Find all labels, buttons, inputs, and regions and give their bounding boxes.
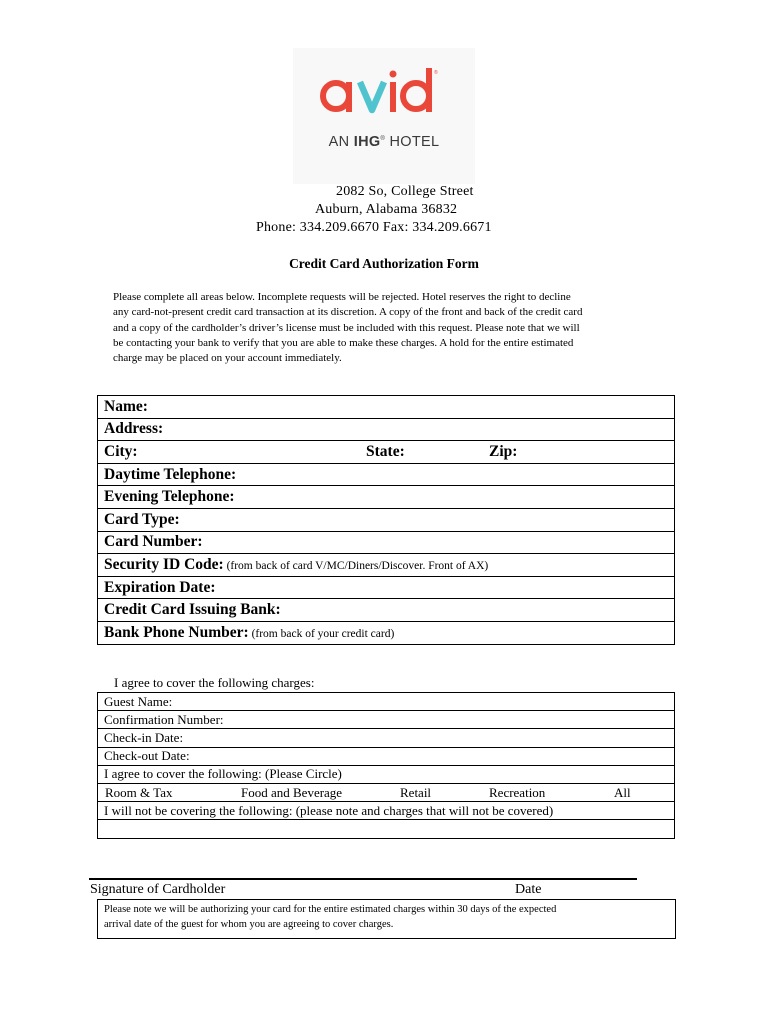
evening-telephone-field[interactable]: Evening Telephone:: [98, 486, 675, 509]
logo-subtitle: AN IHG® HOTEL: [328, 134, 440, 150]
option-recreation[interactable]: Recreation: [489, 784, 546, 800]
option-retail[interactable]: Retail: [400, 784, 432, 800]
intro-line: and a copy of the cardholder’s driver’s license must be included with this request. Please note that we will: [113, 321, 580, 334]
authorization-notice: [97, 899, 676, 939]
not-covering-blank-row[interactable]: [98, 820, 675, 838]
expiration-date-field[interactable]: Expiration Date:: [98, 576, 675, 599]
intro-paragraph: [113, 290, 658, 366]
check-out-date-field[interactable]: Check-out Date:: [98, 747, 675, 765]
charge-options-row: [98, 783, 675, 801]
intro-line: be contacting your bank to verify that you are able to make these charges. A hold for the entire estimated: [113, 336, 574, 349]
confirmation-number-field[interactable]: Confirmation Number:: [98, 711, 675, 729]
zip-label: Zip:: [489, 442, 518, 460]
option-room-tax[interactable]: Room & Tax: [105, 784, 173, 800]
signature-label: Signature of Cardholder: [90, 882, 226, 897]
address-street: 2082 So, College Street: [336, 184, 474, 199]
address-phone-fax: Phone: 334.209.6670 Fax: 334.209.6671: [256, 220, 492, 235]
signature-line[interactable]: [89, 878, 637, 880]
card-number-field[interactable]: Card Number:: [98, 531, 675, 554]
option-food-beverage[interactable]: Food and Beverage: [241, 784, 343, 800]
option-all[interactable]: All: [614, 784, 631, 800]
daytime-telephone-field[interactable]: Daytime Telephone:: [98, 463, 675, 486]
address-field[interactable]: Address:: [98, 418, 675, 441]
svg-text:®: ®: [434, 70, 438, 76]
not-covering-field[interactable]: I will not be covering the following: (please note and charges that will not be covered): [98, 802, 675, 820]
bank-phone-field[interactable]: Bank Phone Number: (from back of your credit card): [98, 621, 675, 644]
security-code-field[interactable]: Security ID Code: (from back of card V/MC/Diners/Discover. Front of AX): [98, 554, 675, 577]
form-title: Credit Card Authorization Form: [289, 256, 479, 271]
hotel-logo: [293, 48, 475, 184]
notice-line: arrival date of the guest for whom you are agreeing to cover charges.: [104, 919, 394, 930]
city-state-zip-row[interactable]: [98, 441, 675, 464]
security-code-note: (from back of card V/MC/Diners/Discover. Front of AX): [223, 559, 489, 572]
intro-line: Please complete all areas below. Incomplete requests will be rejected. Hotel reserves the right to decline: [113, 291, 571, 303]
date-label: Date: [515, 882, 542, 897]
card-type-field[interactable]: Card Type:: [98, 508, 675, 531]
address-city: Auburn, Alabama 36832: [315, 202, 458, 217]
intro-line: any card-not-present credit card transaction at its discretion. A copy of the front and back of the credit card: [113, 306, 583, 319]
check-in-date-field[interactable]: Check-in Date:: [98, 729, 675, 747]
name-field[interactable]: Name:: [98, 396, 675, 419]
bank-phone-note: (from back of your credit card): [248, 627, 395, 640]
cardholder-info-table: [97, 395, 675, 645]
intro-line: charge may be placed on your account immediately.: [113, 352, 342, 365]
guest-name-field[interactable]: Guest Name:: [98, 693, 675, 711]
agree-circle-row: I agree to cover the following: (Please Circle): [98, 765, 675, 783]
notice-line: Please note we will be authorizing your card for the entire estimated charges within 30 days of the expected: [104, 904, 557, 915]
avid-logo-wordmark: [318, 68, 450, 128]
issuing-bank-field[interactable]: Credit Card Issuing Bank:: [98, 599, 675, 622]
charges-intro: I agree to cover the following charges:: [114, 675, 315, 690]
charges-table: [97, 692, 675, 839]
city-label: City:: [104, 442, 138, 460]
state-label: State:: [366, 442, 405, 460]
